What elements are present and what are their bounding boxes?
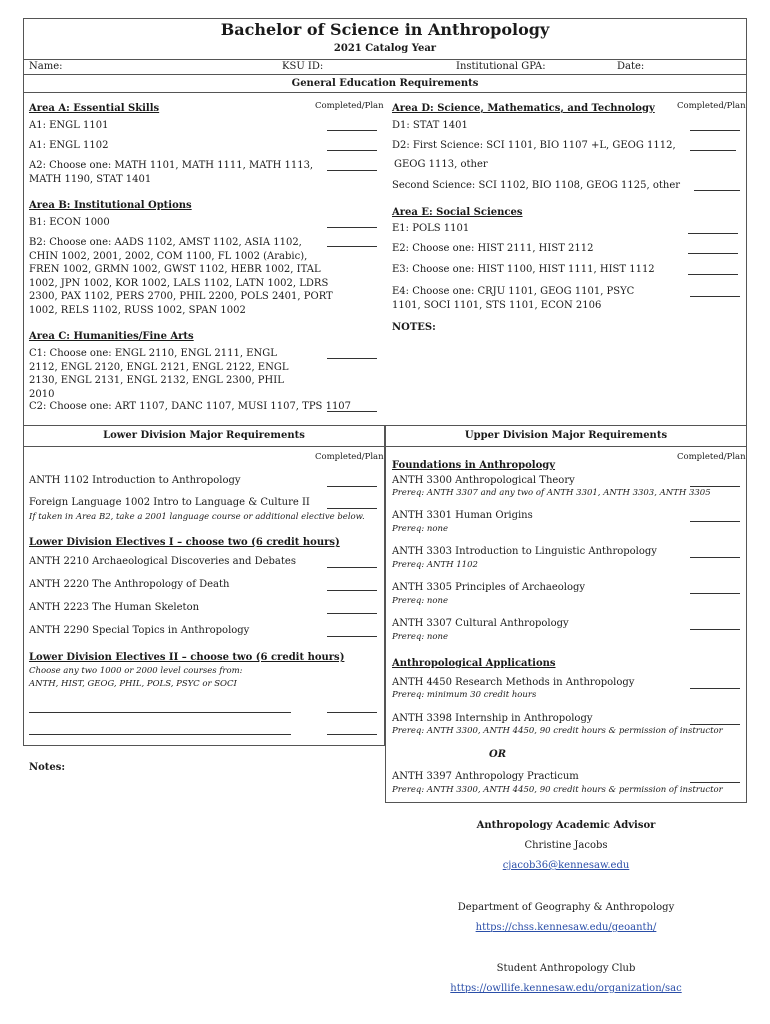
anth3300-prereq: Prereq: ANTH 3307 and any two of ANTH 3301, ANTH 3303, ANTH 3305 [392, 488, 711, 498]
area-c-title: Area C: Humanities/Fine Arts [29, 331, 194, 342]
gpa-label: Institutional GPA: [456, 61, 546, 72]
language-item: Foreign Language 1002 Intro to Language & Culture II [29, 497, 310, 508]
anth3300-item: ANTH 3300 Anthropological Theory [392, 475, 575, 486]
divider [23, 59, 747, 60]
anth3301-blank[interactable] [690, 521, 740, 522]
area-a1-item: A1: ENGL 1101 [29, 120, 109, 131]
anth3307-prereq: Prereq: none [392, 632, 449, 642]
anth2220-item: ANTH 2220 The Anthropology of Death [29, 579, 230, 590]
area-d2-item: D2: First Science: SCI 1101, BIO 1107 +L, GEOG 1112, [392, 140, 676, 151]
anth3307-blank[interactable] [690, 629, 740, 630]
area-e-title: Area E: Social Sciences [392, 207, 523, 218]
anth3397-prereq: Prereq: ANTH 3300, ANTH 4450, 90 credit hours & permission of instructor [392, 785, 723, 795]
area-b2-blank[interactable] [327, 246, 377, 247]
area-d2-blank[interactable] [690, 150, 736, 151]
anth3303-prereq: Prereq: ANTH 1102 [392, 560, 478, 570]
completed-plan-label: Completed/Plan [677, 452, 746, 462]
department-url-link[interactable]: https://chss.kennesaw.edu/geoanth/ [475, 922, 657, 933]
area-d1-blank[interactable] [690, 130, 740, 131]
area-e1-blank[interactable] [688, 233, 738, 234]
gen-ed-title: General Education Requirements [291, 78, 479, 89]
elective-2-blank-2[interactable] [327, 734, 377, 735]
area-e1-item: E1: POLS 1101 [392, 223, 470, 234]
club-url-row [385, 983, 747, 994]
anth2210-blank[interactable] [327, 567, 377, 568]
catalog-year: 2021 Catalog Year [333, 43, 437, 54]
anth3305-blank[interactable] [690, 593, 740, 594]
area-c1-item: C1: Choose one: ENGL 2110, ENGL 2111, ENGL 2112, ENGL 2120, ENGL 2121, ENGL 2122, ENGL 2130, ENGL 2131, ENGL 2132, ENGL 2300, PHIL 2010 [29, 348, 289, 400]
area-d2b-item: GEOG 1113, other [394, 159, 488, 170]
completed-plan-label: Completed/Plan [677, 101, 746, 111]
anth3305-prereq: Prereq: none [392, 596, 449, 606]
notes-heading: NOTES: [392, 322, 436, 333]
electives-1-title: Lower Division Electives I – choose two (6 credit hours) [29, 537, 340, 548]
anth3397-item: ANTH 3397 Anthropology Practicum [392, 771, 579, 782]
notes-bottom-label: Notes: [29, 762, 66, 773]
anth3303-blank[interactable] [690, 557, 740, 558]
advisor-title: Anthropology Academic Advisor [476, 820, 656, 831]
anth2210-item: ANTH 2210 Archaeological Discoveries and Debates [29, 556, 296, 567]
anth4450-item: ANTH 4450 Research Methods in Anthropology [392, 677, 635, 688]
area-a2-blank[interactable] [327, 170, 377, 171]
area-b2-item: B2: Choose one: AADS 1102, AMST 1102, ASIA 1102, CHIN 1002, 2001, 2002, COM 1100, FL 1002 (Arabic), FREN 1002, GRMN 1002, GWST 1102, HEBR 1002, ITAL 1002, JPN 1002, KOR 1002, LALS 1102, LATN 1002, LDRS 2300, PAX 1102, PERS 2700, PHIL 2200, POLS 2401, PORT 1002, RELS 1102, RUSS 1002, SPAN 1002 [29, 237, 333, 316]
elective-2-course-1[interactable] [29, 712, 291, 713]
anth1102-blank[interactable] [327, 486, 377, 487]
area-e4-blank[interactable] [690, 296, 740, 297]
anth1102-item: ANTH 1102 Introduction to Anthropology [29, 475, 241, 486]
area-a-title: Area A: Essential Skills [29, 103, 160, 114]
foundations-title: Foundations in Anthropology [392, 460, 556, 471]
area-e2-blank[interactable] [688, 253, 738, 254]
anth3398-item: ANTH 3398 Internship in Anthropology [392, 713, 593, 724]
anth4450-blank[interactable] [690, 688, 740, 689]
language-note: If taken in Area B2, take a 2001 language course or additional elective below. [29, 512, 365, 522]
anth2290-item: ANTH 2290 Special Topics in Anthropology [29, 625, 250, 636]
anth3303-item: ANTH 3303 Introduction to Linguistic Anthropology [392, 546, 657, 557]
anth3398-prereq: Prereq: ANTH 3300, ANTH 4450, 90 credit hours & permission of instructor [392, 726, 723, 736]
or-label: OR [489, 749, 507, 760]
anth2223-blank[interactable] [327, 613, 377, 614]
area-c2-blank[interactable] [327, 411, 377, 412]
anth3301-prereq: Prereq: none [392, 524, 449, 534]
electives-2-note-2: ANTH, HIST, GEOG, PHIL, POLS, PSYC or SOCI [29, 679, 237, 689]
area-e2-item: E2: Choose one: HIST 2111, HIST 2112 [392, 243, 594, 254]
anth3307-item: ANTH 3307 Cultural Anthropology [392, 618, 569, 629]
date-label: Date: [617, 61, 645, 72]
area-a2-item: A2: Choose one: MATH 1101, MATH 1111, MATH 1113, MATH 1190, STAT 1401 [29, 160, 314, 185]
divider [385, 446, 747, 447]
advisor-email-link[interactable]: cjacob36@kennesaw.edu [502, 860, 630, 871]
anth2290-blank[interactable] [327, 636, 377, 637]
advisor-name: Christine Jacobs [524, 840, 608, 851]
area-c1-blank[interactable] [327, 358, 377, 359]
elective-2-course-2[interactable] [29, 734, 291, 735]
anth2223-item: ANTH 2223 The Human Skeleton [29, 602, 200, 613]
elective-2-blank-1[interactable] [327, 712, 377, 713]
area-d-title: Area D: Science, Mathematics, and Technology [392, 103, 655, 114]
area-e4-item: E4: Choose one: CRJU 1101, GEOG 1101, PSYC 1101, SOCI 1101, STS 1101, ECON 2106 [392, 286, 635, 311]
anth3300-blank[interactable] [690, 486, 740, 487]
anth4450-prereq: Prereq: minimum 30 credit hours [392, 690, 537, 700]
area-b1-item: B1: ECON 1000 [29, 217, 110, 228]
lower-division-title: Lower Division Major Requirements [103, 430, 305, 441]
divider [23, 74, 747, 75]
club-name: Student Anthropology Club [496, 963, 636, 974]
area-c2-item: C2: Choose one: ART 1107, DANC 1107, MUSI 1107, TPS 1107 [29, 401, 352, 412]
department-url-row [385, 922, 747, 933]
area-d1-item: D1: STAT 1401 [392, 120, 468, 131]
area-a1b-blank[interactable] [327, 150, 377, 151]
area-d-second-blank[interactable] [694, 190, 740, 191]
completed-plan-label: Completed/Plan [315, 101, 384, 111]
area-e3-blank[interactable] [688, 274, 738, 275]
anth3398-blank[interactable] [690, 724, 740, 725]
area-e3-item: E3: Choose one: HIST 1100, HIST 1111, HIST 1112 [392, 264, 655, 275]
ksu-id-label: KSU ID: [282, 61, 324, 72]
name-label: Name: [29, 61, 63, 72]
area-b1-blank[interactable] [327, 227, 377, 228]
area-d-second-item: Second Science: SCI 1102, BIO 1108, GEOG 1125, other [392, 180, 681, 191]
advisor-email-row [385, 860, 747, 871]
electives-2-title: Lower Division Electives II – choose two (6 credit hours) [29, 652, 345, 663]
completed-plan-label: Completed/Plan [315, 452, 384, 462]
page-title: Bachelor of Science in Anthropology [220, 20, 550, 39]
area-a1-blank[interactable] [327, 130, 377, 131]
language-blank[interactable] [327, 508, 377, 509]
anth3305-item: ANTH 3305 Principles of Archaeology [392, 582, 586, 593]
applications-title: Anthropological Applications [392, 658, 556, 669]
anth2220-blank[interactable] [327, 590, 377, 591]
upper-division-title: Upper Division Major Requirements [464, 430, 668, 441]
department-name: Department of Geography & Anthropology [457, 902, 675, 913]
electives-2-note-1: Choose any two 1000 or 2000 level courses from: [29, 666, 243, 676]
anth3397-blank[interactable] [690, 782, 740, 783]
area-a1b-item: A1: ENGL 1102 [29, 140, 109, 151]
club-url-link[interactable]: https://owllife.kennesaw.edu/organization/sac [450, 983, 682, 994]
anth3301-item: ANTH 3301 Human Origins [392, 510, 533, 521]
divider [23, 446, 385, 447]
area-b-title: Area B: Institutional Options [29, 200, 192, 211]
